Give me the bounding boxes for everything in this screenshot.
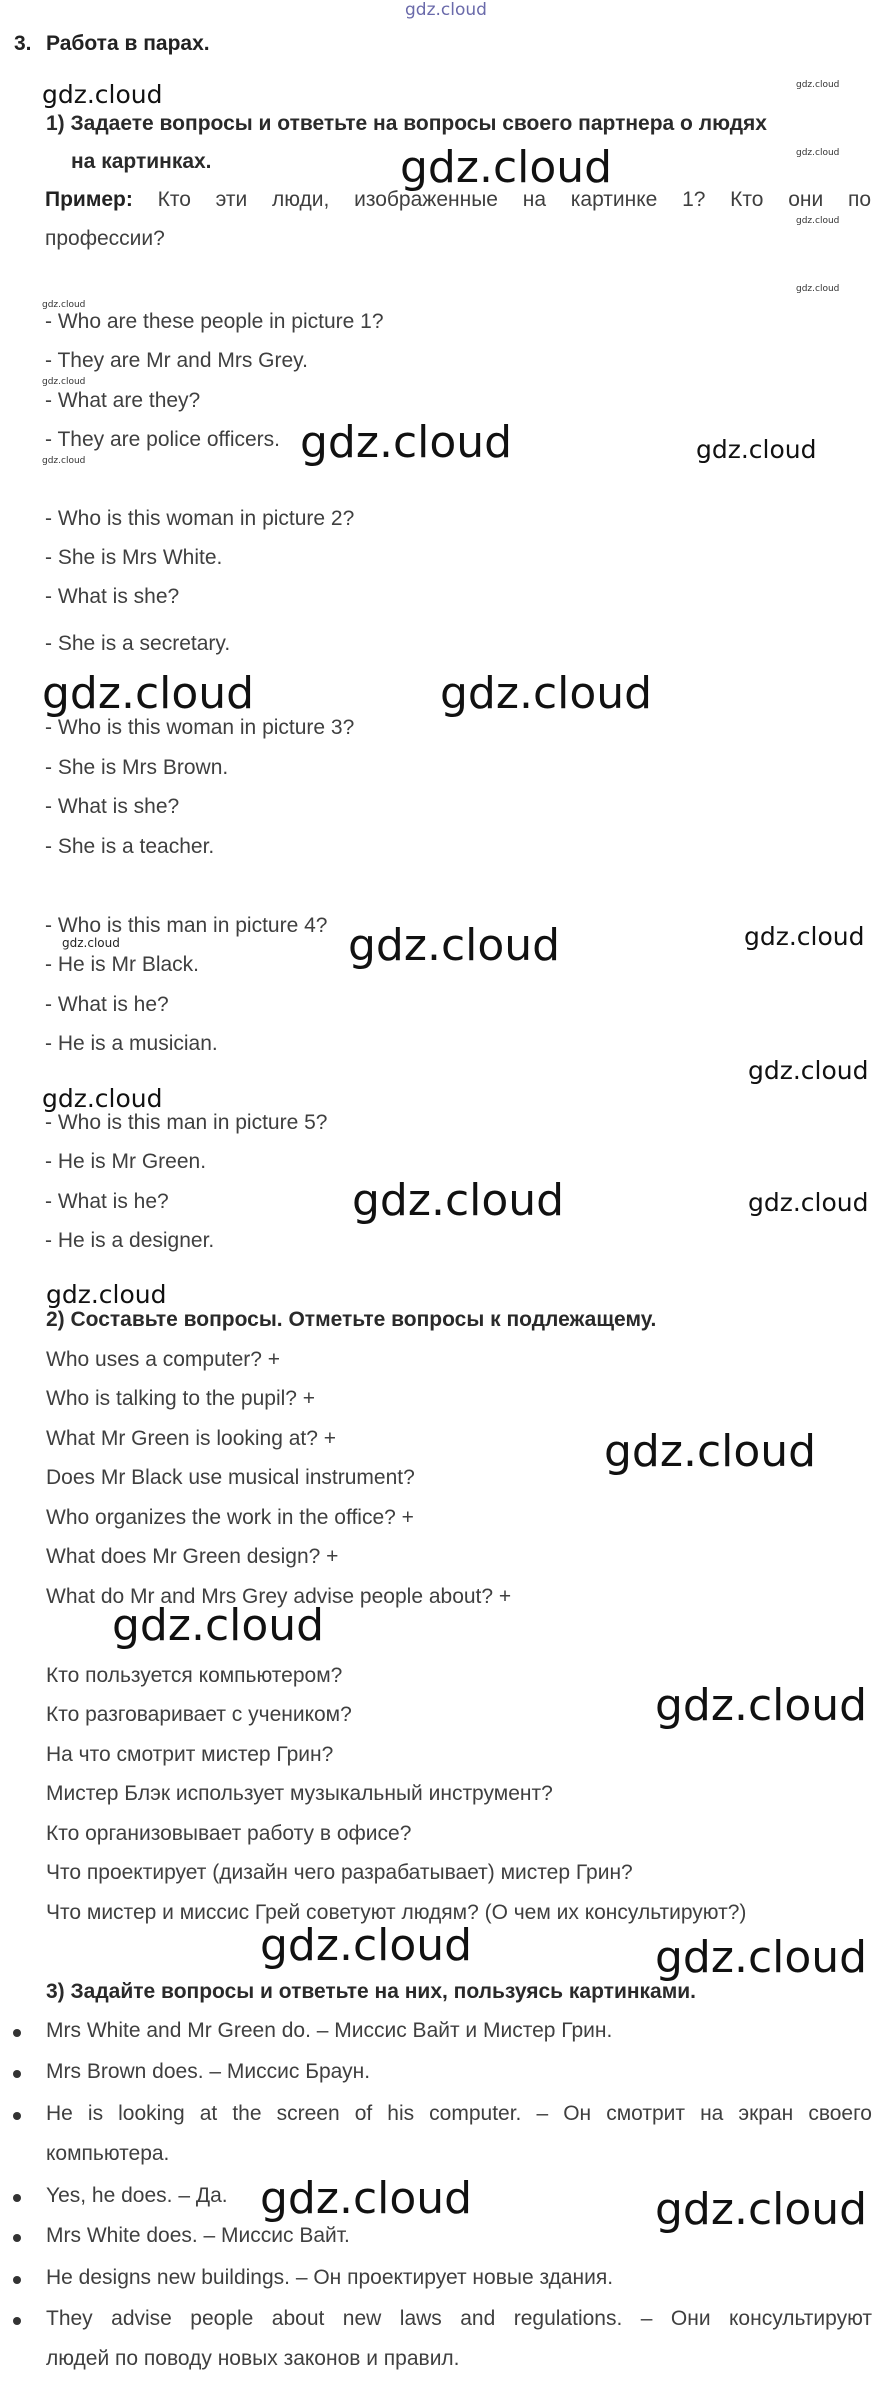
watermark: gdz.cloud: [796, 80, 840, 90]
bullet: [13, 2070, 21, 2078]
watermark: gdz.cloud: [300, 417, 513, 468]
russian-question: Что мистер и миссис Грей советуют людям? (О чем их консультируют?): [46, 1901, 747, 1924]
watermark: gdz.cloud: [260, 1920, 473, 1971]
part1-heading-line2: на картинках.: [71, 150, 212, 173]
watermark: gdz.cloud: [796, 216, 840, 226]
watermark: gdz.cloud: [400, 142, 613, 193]
watermark: gdz.cloud: [42, 80, 163, 109]
part3-heading: 3) Задайте вопросы и ответьте на них, пользуясь картинками.: [46, 1980, 697, 2003]
dialogue-line: - What is he?: [45, 993, 169, 1016]
watermark: gdz.cloud: [748, 1056, 869, 1085]
dialogue-line: - He is a musician.: [45, 1032, 218, 1055]
watermark: gdz.cloud: [62, 936, 120, 950]
russian-question: Кто разговаривает с учеником?: [46, 1703, 352, 1726]
english-question: What Mr Green is looking at? +: [46, 1427, 337, 1450]
english-question: Who is talking to the pupil? +: [46, 1387, 316, 1410]
bullet: [13, 2234, 21, 2242]
watermark: gdz.cloud: [352, 1175, 565, 1226]
dialogue-line: - What are they?: [45, 389, 201, 412]
answer-item: He is looking at the screen of his computer. – Он смотрит на экран своего: [46, 2102, 872, 2125]
dialogue-line: - She is Mrs White.: [45, 546, 223, 569]
watermark: gdz.cloud: [42, 456, 86, 466]
part2-heading: 2) Составьте вопросы. Отметьте вопросы к подлежащему.: [46, 1308, 657, 1331]
watermark: gdz.cloud: [42, 300, 86, 310]
english-question: Does Mr Black use musical instrument?: [46, 1466, 415, 1489]
dialogue-line: - Who is this man in picture 4?: [45, 914, 328, 937]
watermark: gdz.cloud: [748, 1188, 869, 1217]
example-text-1: Кто эти люди, изображенные на картинке 1? Кто они по: [157, 188, 871, 211]
dialogue-line: - They are police officers.: [45, 428, 280, 451]
watermark: gdz.cloud: [744, 922, 865, 951]
watermark: gdz.cloud: [655, 2184, 868, 2235]
exercise-number: 3.: [14, 32, 32, 55]
watermark: gdz.cloud: [655, 1680, 868, 1731]
russian-question: Кто пользуется компьютером?: [46, 1664, 343, 1687]
bullet: [13, 2194, 21, 2202]
english-question: Who organizes the work in the office? +: [46, 1506, 414, 1529]
answer-item-continued: компьютера.: [46, 2142, 170, 2165]
watermark: gdz.cloud: [796, 284, 840, 294]
bullet: [13, 2317, 21, 2325]
answer-item-continued: людей по поводу новых законов и правил.: [46, 2347, 460, 2370]
bullet: [13, 2112, 21, 2120]
dialogue-line: - She is Mrs Brown.: [45, 756, 229, 779]
dialogue-line: - What is she?: [45, 795, 180, 818]
dialogue-line: - They are Mr and Mrs Grey.: [45, 349, 308, 372]
dialogue-line: - She is a teacher.: [45, 835, 215, 858]
watermark: gdz.cloud: [42, 377, 86, 387]
english-question: Who uses a computer? +: [46, 1348, 281, 1371]
part1-heading-line1: 1) Задаете вопросы и ответьте на вопросы своего партнера о людях: [46, 112, 767, 135]
dialogue-line: - He is Mr Green.: [45, 1150, 207, 1173]
watermark: gdz.cloud: [655, 1932, 868, 1983]
watermark: gdz.cloud: [42, 1084, 163, 1113]
english-question: What does Mr Green design? +: [46, 1545, 339, 1568]
answer-item: Mrs White does. – Миссис Вайт.: [46, 2224, 350, 2247]
exercise-title: Работа в парах.: [46, 32, 210, 55]
bullet: [13, 2276, 21, 2284]
top-watermark: gdz.cloud: [405, 0, 487, 20]
dialogue-line: - He is Mr Black.: [45, 953, 200, 976]
watermark: gdz.cloud: [604, 1426, 817, 1477]
watermark: gdz.cloud: [440, 668, 653, 719]
dialogue-line: - Who is this man in picture 5?: [45, 1111, 328, 1134]
dialogue-line: - Who are these people in picture 1?: [45, 310, 384, 333]
russian-question: Что проектирует (дизайн чего разрабатывает) мистер Грин?: [46, 1861, 633, 1884]
answer-item: He designs new buildings. – Он проектирует новые здания.: [46, 2266, 614, 2289]
answer-item: Mrs Brown does. – Миссис Браун.: [46, 2060, 371, 2083]
answer-item: Yes, he does. – Да.: [46, 2184, 228, 2207]
watermark: gdz.cloud: [348, 920, 561, 971]
watermark: gdz.cloud: [42, 668, 255, 719]
answer-item: They advise people about new laws and regulations. – Они консультируют: [46, 2307, 872, 2330]
dialogue-line: - What is he?: [45, 1190, 169, 1213]
watermark: gdz.cloud: [796, 148, 840, 158]
watermark: gdz.cloud: [260, 2173, 473, 2224]
watermark: gdz.cloud: [696, 435, 817, 464]
dialogue-line: - He is a designer.: [45, 1229, 215, 1252]
watermark: gdz.cloud: [46, 1280, 167, 1309]
dialogue-line: - Who is this woman in picture 3?: [45, 716, 355, 739]
watermark: gdz.cloud: [112, 1600, 325, 1651]
russian-question: Кто организовывает работу в офисе?: [46, 1822, 412, 1845]
dialogue-line: - What is she?: [45, 585, 180, 608]
russian-question: На что смотрит мистер Грин?: [46, 1743, 334, 1766]
russian-question: Мистер Блэк использует музыкальный инструмент?: [46, 1782, 553, 1805]
dialogue-line: - Who is this woman in picture 2?: [45, 507, 355, 530]
bullet: [13, 2029, 21, 2037]
example-line2: профессии?: [45, 227, 165, 250]
answer-item: Mrs White and Mr Green do. – Миссис Вайт и Мистер Грин.: [46, 2019, 613, 2042]
english-question: What do Mr and Mrs Grey advise people about? +: [46, 1585, 512, 1608]
dialogue-line: - She is a secretary.: [45, 632, 231, 655]
example-label: Пример:: [45, 188, 133, 211]
